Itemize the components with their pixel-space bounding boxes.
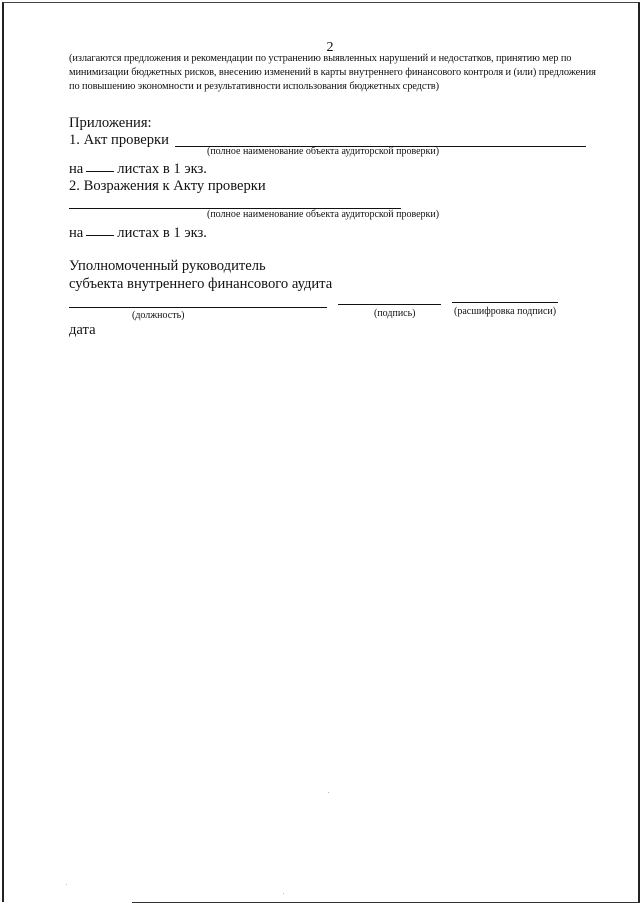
attachment-2-label: 2. Возражения к Акту проверки <box>69 178 266 194</box>
decoding-line <box>452 302 558 303</box>
decoding-caption: (расшифровка подписи) <box>454 306 557 317</box>
attachment-1-sheets <box>69 161 207 178</box>
position-line <box>69 307 327 308</box>
attachment-2-sheets-prefix: на <box>69 225 84 241</box>
signature-line <box>338 304 441 305</box>
attachment-2-caption: (полное наименование объекта аудиторской проверки) <box>207 209 440 220</box>
attachment-1-caption: (полное наименование объекта аудиторской проверки) <box>207 146 440 157</box>
attachments-heading: Приложения: <box>69 115 152 131</box>
scan-speck <box>328 792 329 793</box>
intro-note: (излагаются предложения и рекомендации по устранению выявленных нарушений и недостатков, принятию мер по минимизации бюджетных рисков, внесению изменений в карты внутреннего финансового контроля и (или) предложения по повышению экономности и результативности использования бюджетных средств) <box>69 53 596 92</box>
scan-speck <box>66 884 67 885</box>
attachment-1-sheets-blank <box>86 171 114 172</box>
position-caption: (должность) <box>132 310 185 321</box>
attachment-1-sheets-suffix: листах в 1 экз. <box>117 161 207 177</box>
attachment-2-sheets <box>69 225 207 242</box>
date-label: дата <box>69 322 96 338</box>
page-number: 2 <box>326 40 334 55</box>
attachment-1-label: 1. Акт проверки <box>69 132 169 148</box>
signatory-title-line2: субъекта внутреннего финансового аудита <box>69 276 333 292</box>
attachment-2-sheets-blank <box>86 235 114 236</box>
attachment-2-sheets-suffix: листах в 1 экз. <box>117 225 207 241</box>
signature-caption: (подпись) <box>374 308 416 319</box>
scan-speck <box>283 893 284 894</box>
attachment-1-sheets-prefix: на <box>69 161 84 177</box>
bottom-edge-line <box>132 902 640 903</box>
signatory-title-line1: Уполномоченный руководитель <box>69 258 266 274</box>
